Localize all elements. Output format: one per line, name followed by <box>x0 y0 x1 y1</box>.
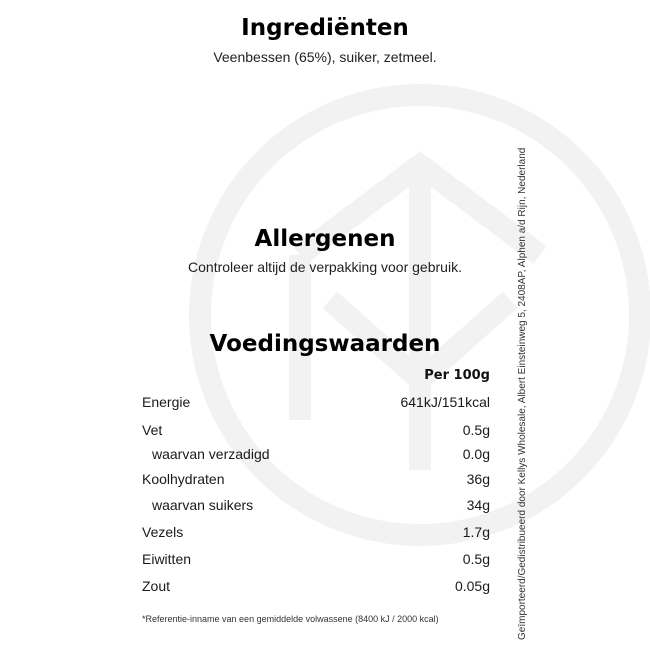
nutrient-label: Vet <box>142 422 163 438</box>
table-row <box>142 471 490 491</box>
allergens-text: Controleer altijd de verpakking voor gebruik. <box>188 259 462 275</box>
table-row <box>142 524 490 544</box>
nutrient-value: 0.05g <box>454 578 490 594</box>
nutrition-title: Voedingswaarden <box>209 331 441 357</box>
nutrient-value: 1.7g <box>462 524 490 540</box>
nutrient-value: 0.5g <box>462 422 490 438</box>
nutrient-value: 641kJ/151kcal <box>400 394 490 410</box>
nutrient-label: waarvan suikers <box>152 497 254 513</box>
nutrition-column-header: Per 100g <box>424 368 490 383</box>
table-row <box>142 394 490 414</box>
nutrient-value: 0.5g <box>462 551 490 567</box>
table-row <box>142 551 490 571</box>
table-row <box>142 446 490 466</box>
nutrient-label: Koolhydraten <box>142 471 225 487</box>
nutrient-value: 36g <box>466 471 490 487</box>
nutrient-label: Vezels <box>142 524 184 540</box>
nutrient-label: Eiwitten <box>142 551 192 567</box>
allergens-title: Allergenen <box>254 226 396 252</box>
reference-footnote: *Referentie-inname van een gemiddelde volwassene (8400 kJ / 2000 kcal) <box>142 614 439 624</box>
ingredients-title: Ingrediënten <box>241 15 409 41</box>
table-row <box>142 422 490 442</box>
nutrient-label: Zout <box>142 578 171 594</box>
table-row <box>142 578 490 598</box>
nutrient-value: 34g <box>466 497 490 513</box>
ingredients-text: Veenbessen (65%), suiker, zetmeel. <box>213 49 437 65</box>
nutrient-value: 0.0g <box>462 446 490 462</box>
table-row <box>142 497 490 517</box>
nutrient-label: waarvan verzadigd <box>152 446 270 462</box>
nutrient-label: Energie <box>142 394 191 410</box>
importer-address: Geïmporteerd/Gedistribueerd door Kellys Wholesale, Albert Einsteinweg 5, 2408AP, Alphen a/d Rijn, Nederland <box>517 147 528 640</box>
